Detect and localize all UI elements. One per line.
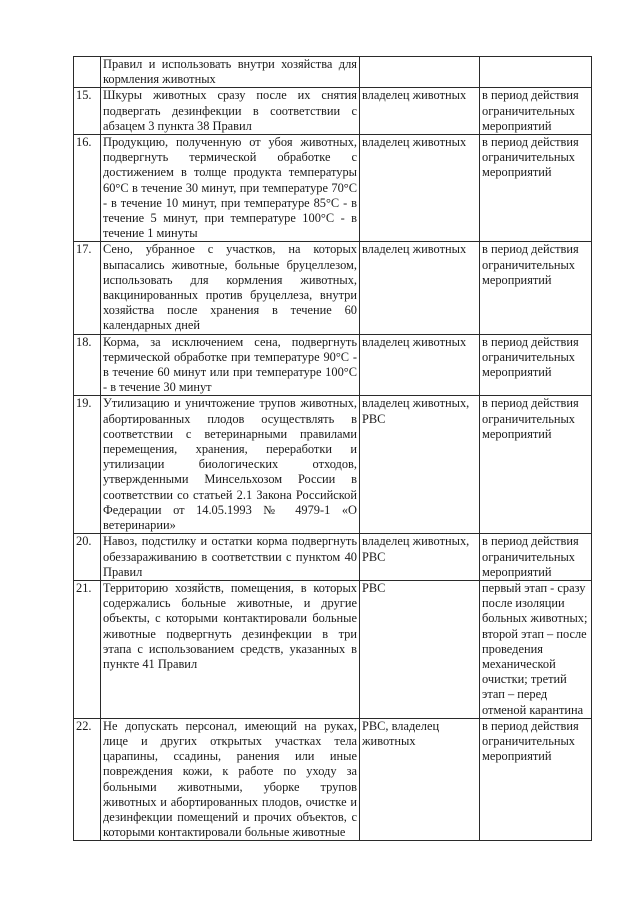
row-number: 15. xyxy=(74,88,101,135)
measure-text: Не допускать персонал, имеющий на руках, лице и других открытых участках тела царапины, ссадины, ранения или иные повреждения кожи, к работе по уходу за больными животными, уборке трупов животных и абортированных плодов, очистке и дезинфекции помещений и прочих объектов, с которыми контактировали больные животные xyxy=(101,718,360,841)
measures-table xyxy=(73,56,592,841)
measure-text: Сено, убранное с участков, на которых выпасались животные, больные бруцеллезом, использовать для кормления животных, вакцинированных против бруцеллеза, внутри хозяйства после хранения в течение 60 календарных дней xyxy=(101,242,360,334)
table-row xyxy=(74,396,592,534)
deadline: в период действия ограничительных мероприятий xyxy=(480,334,592,396)
responsible-party: владелец животных xyxy=(360,334,480,396)
responsible-party: владелец животных, РВС xyxy=(360,396,480,534)
table-row xyxy=(74,534,592,581)
deadline: первый этап - сразу после изоляции больных животных; второй этап – после проведения механической очистки; третий этап – перед отменой карантина xyxy=(480,580,592,718)
measure-text: Шкуры животных сразу после их снятия подвергать дезинфекции в соответствии с абзацем 3 пункта 38 Правил xyxy=(101,88,360,135)
measure-text: Территорию хозяйств, помещения, в которых содержались больные животные, и другие объекты, с которыми контактировали больные животные подвергнуть дезинфекции в три этапа с использованием средств, указанных в пункте 41 Правил xyxy=(101,580,360,718)
row-number: 17. xyxy=(74,242,101,334)
measure-text: Навоз, подстилку и остатки корма подвергнуть обеззараживанию в соответствии с пунктом 40 Правил xyxy=(101,534,360,581)
measure-text: Корма, за исключением сена, подвергнуть термической обработке при температуре 90°С - в течение 60 минут или при температуре 100°С - в течение 30 минут xyxy=(101,334,360,396)
row-number: 20. xyxy=(74,534,101,581)
table-row xyxy=(74,57,592,88)
row-number: 22. xyxy=(74,718,101,841)
measure-text: Правил и использовать внутри хозяйства для кормления животных xyxy=(101,57,360,88)
table-row xyxy=(74,718,592,841)
deadline: в период действия ограничительных мероприятий xyxy=(480,396,592,534)
deadline: в период действия ограничительных мероприятий xyxy=(480,135,592,242)
deadline: в период действия ограничительных мероприятий xyxy=(480,88,592,135)
row-number: 19. xyxy=(74,396,101,534)
deadline: в период действия ограничительных мероприятий xyxy=(480,242,592,334)
deadline: в период действия ограничительных мероприятий xyxy=(480,718,592,841)
deadline: в период действия ограничительных мероприятий xyxy=(480,534,592,581)
measure-text: Утилизацию и уничтожение трупов животных, абортированных плодов осуществлять в соответствии с ветеринарными правилами перемещения, хранения, переработки и утилизации биологических отходов, утвержденными Минсельхозом России в соответствии со статьей 2.1 Закона Российской Федерации от 14.05.1993 № 4979-1 «О ветеринарии» xyxy=(101,396,360,534)
table-row xyxy=(74,334,592,396)
row-number xyxy=(74,57,101,88)
row-number: 16. xyxy=(74,135,101,242)
measure-text: Продукцию, полученную от убоя животных, подвергнуть термической обработке с достижением в толще продукта температуры 60°С в течение 30 минут, при температуре 70°С - в течение 10 минут, при температуре 85°С - в течение 5 минут, при температуре 100°С - в течение 1 минуты xyxy=(101,135,360,242)
deadline xyxy=(480,57,592,88)
responsible-party: владелец животных, РВС xyxy=(360,534,480,581)
responsible-party: владелец животных xyxy=(360,88,480,135)
responsible-party xyxy=(360,57,480,88)
table-row xyxy=(74,88,592,135)
responsible-party: владелец животных xyxy=(360,135,480,242)
responsible-party: владелец животных xyxy=(360,242,480,334)
row-number: 21. xyxy=(74,580,101,718)
table-row xyxy=(74,135,592,242)
table-row xyxy=(74,580,592,718)
table-row xyxy=(74,242,592,334)
responsible-party: РВС xyxy=(360,580,480,718)
row-number: 18. xyxy=(74,334,101,396)
responsible-party: РВС, владелец животных xyxy=(360,718,480,841)
